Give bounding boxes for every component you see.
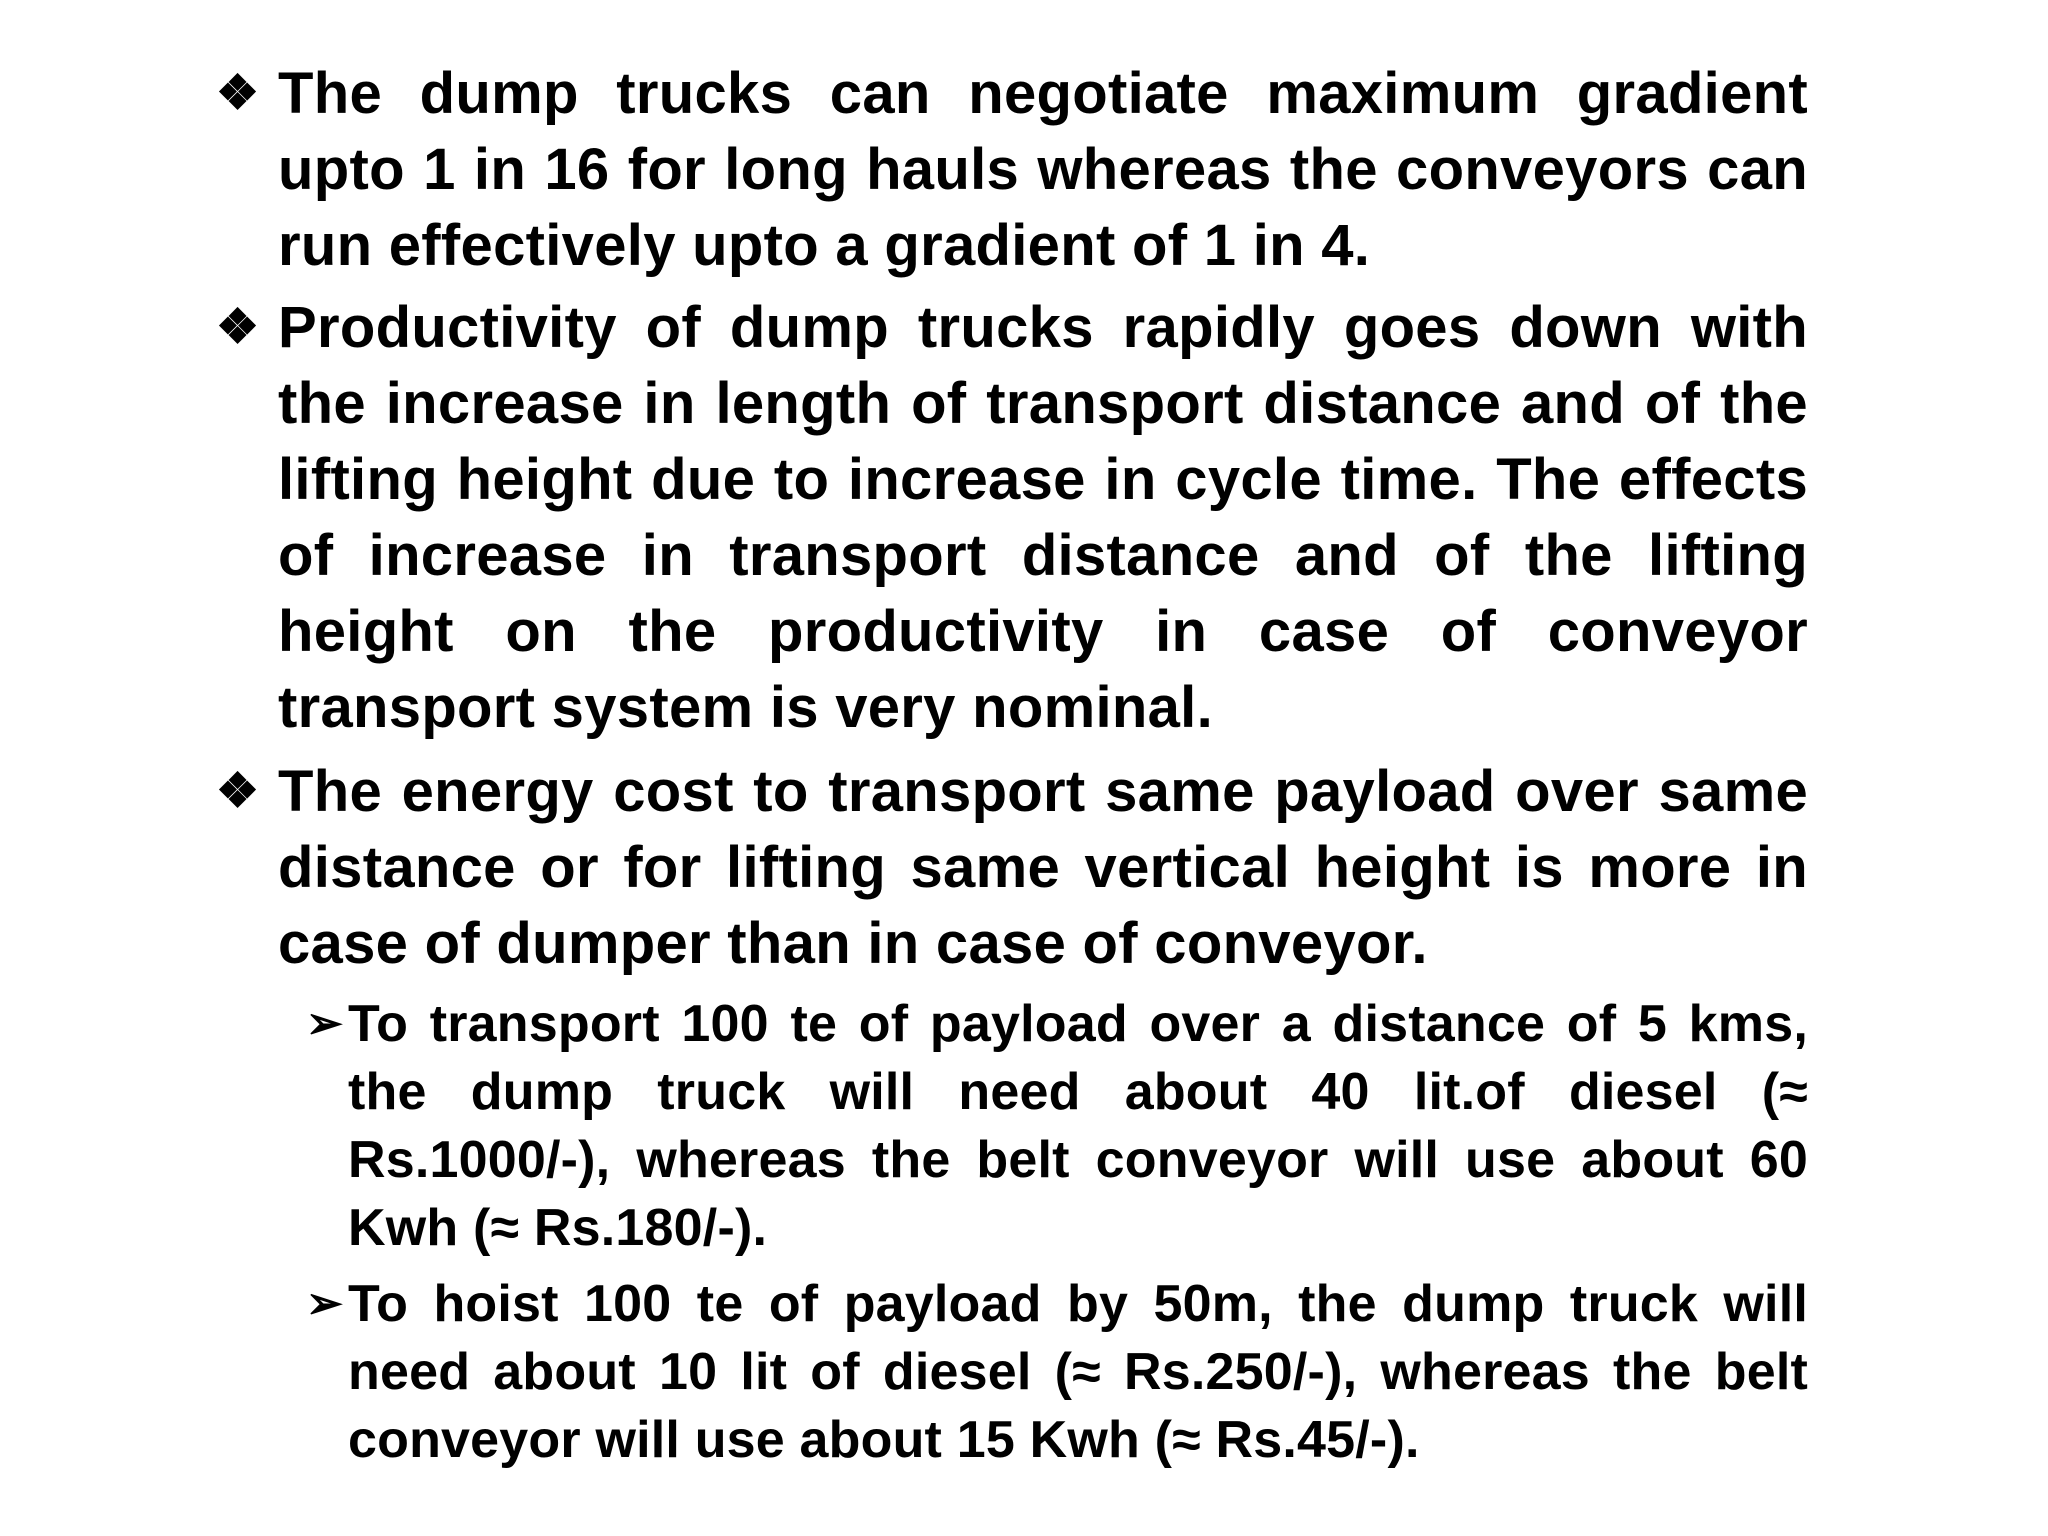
bullet-gradient [216, 56, 1808, 284]
bullet-text: The energy cost to transport same payload over same distance or for lifting same vertical height is more in case of dumper than in case of conveyor. [278, 759, 1808, 976]
bullet-text: The dump trucks can negotiate maximum gradient upto 1 in 16 for long hauls whereas the conveyors can run effectively upto a gradient of 1 in 4. [278, 61, 1808, 278]
arrow-bullet-icon: ➢ [306, 1279, 343, 1328]
diamond-bullet-icon: ❖ [216, 67, 260, 120]
bullet-energy-cost [216, 754, 1808, 982]
sub-bullet-text: To transport 100 te of payload over a distance of 5 kms, the dump truck will need about 40 lit.of diesel (≈ Rs.1000/-), whereas the belt conveyor will use about 60 Kwh (≈ Rs.180/-). [348, 995, 1808, 1257]
diamond-bullet-icon: ❖ [216, 301, 260, 354]
sub-bullet-transport [306, 990, 1808, 1262]
sub-bullet-text: To hoist 100 te of payload by 50m, the dump truck will need about 10 lit of diesel (≈ Rs.250/-), whereas the belt conveyor will use about 15 Kwh (≈ Rs.45/-). [348, 1275, 1808, 1469]
sub-bullet-hoist [306, 1270, 1808, 1474]
arrow-bullet-icon: ➢ [306, 999, 343, 1048]
diamond-bullet-icon: ❖ [216, 765, 260, 818]
bullet-productivity [216, 290, 1808, 746]
bullet-text: Productivity of dump trucks rapidly goes down with the increase in length of transport distance and of the lifting height due to increase in cycle time. The effects of increase in transport distance and of the lifting height on the productivity in case of conveyor transport system is very nominal. [278, 295, 1808, 740]
